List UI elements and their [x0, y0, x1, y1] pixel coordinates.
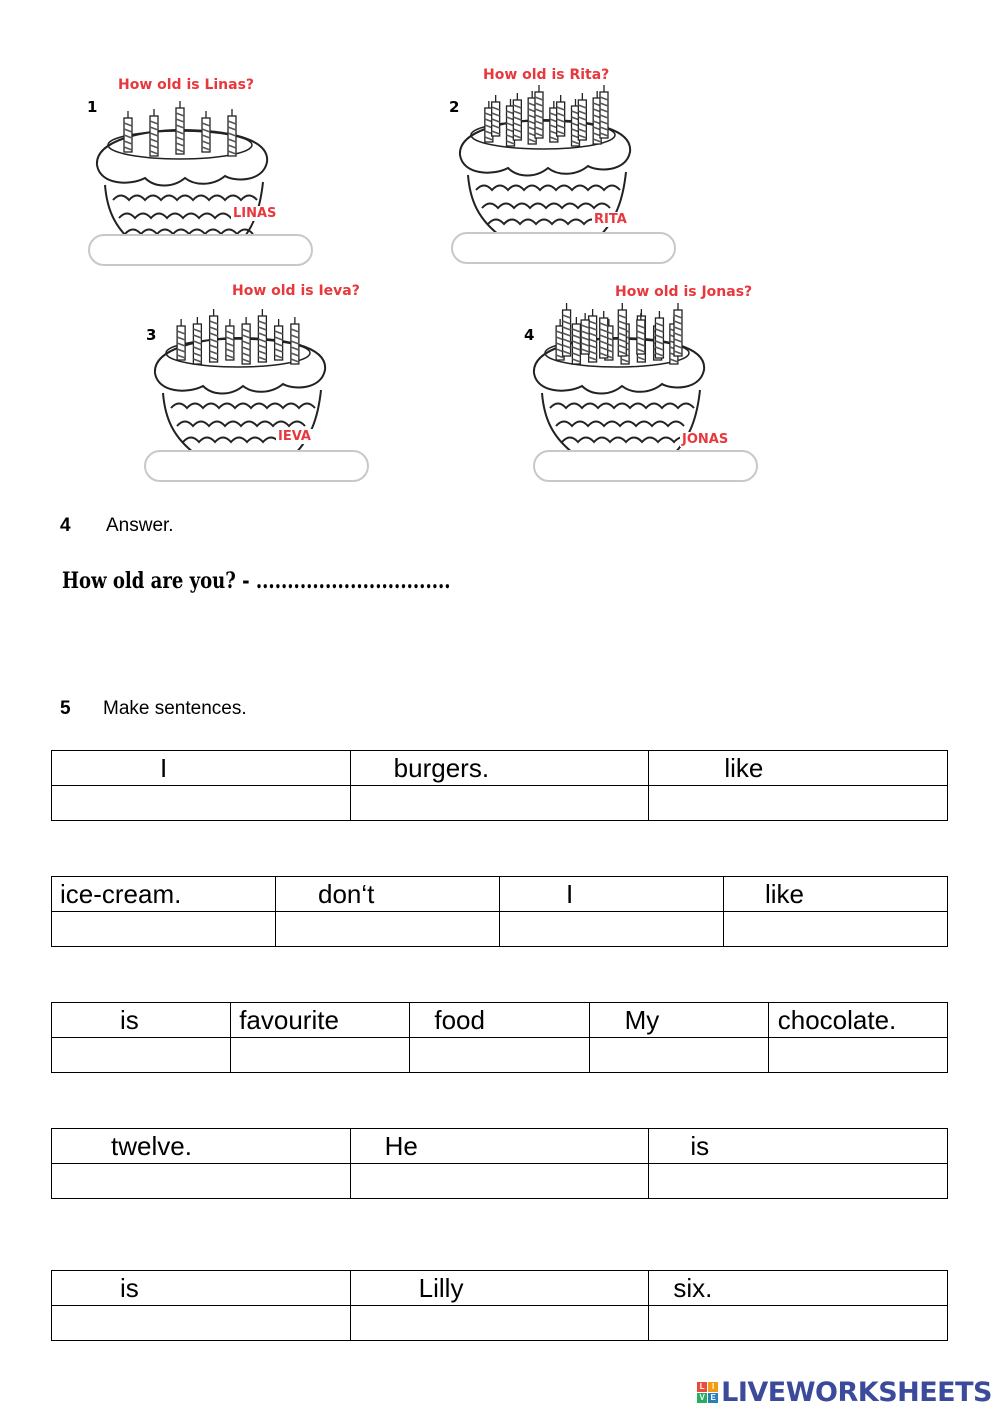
word-cell[interactable]: Lilly	[350, 1271, 649, 1306]
how-old-question[interactable]: How old are you? - ...............................	[62, 568, 451, 594]
answer-cell[interactable]	[350, 1164, 649, 1199]
word-cell[interactable]: don‘t	[276, 877, 500, 912]
cake-number: 2	[449, 98, 460, 116]
cake-number: 4	[524, 326, 535, 344]
cake-body	[468, 172, 626, 238]
cake-question: How old is Rita?	[483, 67, 610, 83]
cake-1	[85, 70, 325, 270]
sentence-table-1	[51, 750, 948, 821]
word-row	[52, 877, 948, 912]
candle	[177, 319, 185, 360]
cake-name: RITA	[594, 212, 627, 227]
word-cell[interactable]: is	[52, 1003, 231, 1038]
answer-cell[interactable]	[768, 1038, 947, 1073]
answer-cell[interactable]	[52, 786, 351, 821]
section-5-instruction: Make sentences.	[103, 698, 247, 719]
candle	[193, 317, 201, 364]
answer-row	[52, 1038, 948, 1073]
cake-question: How old is Ieva?	[232, 283, 360, 299]
word-cell[interactable]: chocolate.	[768, 1003, 947, 1038]
answer-cell[interactable]	[231, 1038, 410, 1073]
candle	[600, 85, 608, 138]
answer-cell[interactable]	[350, 1306, 649, 1341]
answer-row	[52, 1164, 948, 1199]
answer-cell[interactable]	[649, 1164, 948, 1199]
cake-illustration	[522, 278, 762, 478]
word-row	[52, 1271, 948, 1306]
answer-field[interactable]	[88, 234, 313, 266]
cake-3	[143, 278, 383, 478]
word-row	[52, 1129, 948, 1164]
word-cell[interactable]: burgers.	[350, 751, 649, 786]
sentence-table-3	[51, 1002, 948, 1073]
answer-row	[52, 786, 948, 821]
cake-4	[522, 278, 762, 478]
word-cell[interactable]: like	[649, 751, 948, 786]
cake-number: 3	[146, 326, 157, 344]
answer-cell[interactable]	[350, 786, 649, 821]
word-cell[interactable]: is	[52, 1271, 351, 1306]
liveworksheets-logo[interactable]	[697, 1377, 992, 1408]
cake-body	[542, 390, 700, 456]
candle	[275, 319, 283, 360]
candle	[226, 319, 234, 360]
word-cell[interactable]: ice-cream.	[52, 877, 276, 912]
candle	[124, 111, 132, 152]
candle	[176, 101, 184, 154]
answer-cell[interactable]	[52, 1306, 351, 1341]
answer-row	[52, 912, 948, 947]
word-cell[interactable]: favourite	[231, 1003, 410, 1038]
candle	[589, 309, 597, 362]
section-5-number: 5	[60, 698, 71, 719]
candle	[150, 109, 158, 156]
answer-cell[interactable]	[52, 1038, 231, 1073]
word-row	[52, 751, 948, 786]
candle	[674, 303, 682, 356]
sentence-table-2	[51, 876, 948, 947]
cake-illustration	[448, 60, 688, 260]
cake-body	[163, 390, 321, 456]
cake-question: How old is Linas?	[118, 77, 255, 93]
candle	[228, 109, 236, 156]
answer-cell[interactable]	[500, 912, 724, 947]
logo-mark-icon	[697, 1382, 718, 1403]
cake-illustration	[143, 278, 383, 478]
candle	[618, 303, 626, 356]
logo-mark-letter: I	[708, 1382, 718, 1392]
answer-cell[interactable]	[589, 1038, 768, 1073]
answer-cell[interactable]	[724, 912, 948, 947]
word-row	[52, 1003, 948, 1038]
answer-cell[interactable]	[410, 1038, 589, 1073]
candle	[202, 111, 210, 152]
word-cell[interactable]: is	[649, 1129, 948, 1164]
logo-mark-letter: V	[697, 1393, 707, 1403]
candle	[513, 93, 521, 140]
candle	[600, 311, 608, 358]
answer-cell[interactable]	[649, 1306, 948, 1341]
candle	[291, 317, 299, 364]
answer-cell[interactable]	[649, 786, 948, 821]
word-cell[interactable]: He	[350, 1129, 649, 1164]
candle	[492, 95, 500, 136]
word-cell[interactable]: I	[500, 877, 724, 912]
answer-cell[interactable]	[52, 1164, 351, 1199]
candle	[210, 309, 218, 362]
cake-2	[448, 60, 688, 260]
word-cell[interactable]: food	[410, 1003, 589, 1038]
answer-cell[interactable]	[276, 912, 500, 947]
answer-row	[52, 1306, 948, 1341]
word-cell[interactable]: six.	[649, 1271, 948, 1306]
candle	[572, 317, 580, 364]
sentence-table-4	[51, 1128, 948, 1199]
word-cell[interactable]: like	[724, 877, 948, 912]
candle	[578, 93, 586, 140]
logo-text: LIVEWORKSHEETS	[721, 1377, 992, 1408]
word-cell[interactable]: I	[52, 751, 351, 786]
candle	[563, 303, 571, 356]
candle	[535, 85, 543, 138]
candle	[242, 317, 250, 364]
word-cell[interactable]: twelve.	[52, 1129, 351, 1164]
section-4-instruction: Answer.	[106, 515, 174, 536]
answer-field[interactable]	[451, 232, 676, 264]
candle	[581, 313, 589, 354]
sentence-table-5	[51, 1270, 948, 1341]
logo-mark-letter: E	[708, 1393, 718, 1403]
cake-number: 1	[87, 98, 98, 116]
candle	[557, 95, 565, 136]
candle	[655, 311, 663, 358]
cake-name: LINAS	[233, 206, 277, 221]
answer-field[interactable]	[533, 450, 758, 482]
answer-cell[interactable]	[52, 912, 276, 947]
answer-field[interactable]	[144, 450, 369, 482]
section-4-number: 4	[60, 515, 71, 536]
candle	[258, 309, 266, 362]
cake-question: How old is Jonas?	[615, 284, 753, 300]
logo-mark-letter: L	[697, 1382, 707, 1392]
cake-name: IEVA	[278, 429, 311, 444]
cake-name: JONAS	[682, 432, 729, 447]
word-cell[interactable]: My	[589, 1003, 768, 1038]
